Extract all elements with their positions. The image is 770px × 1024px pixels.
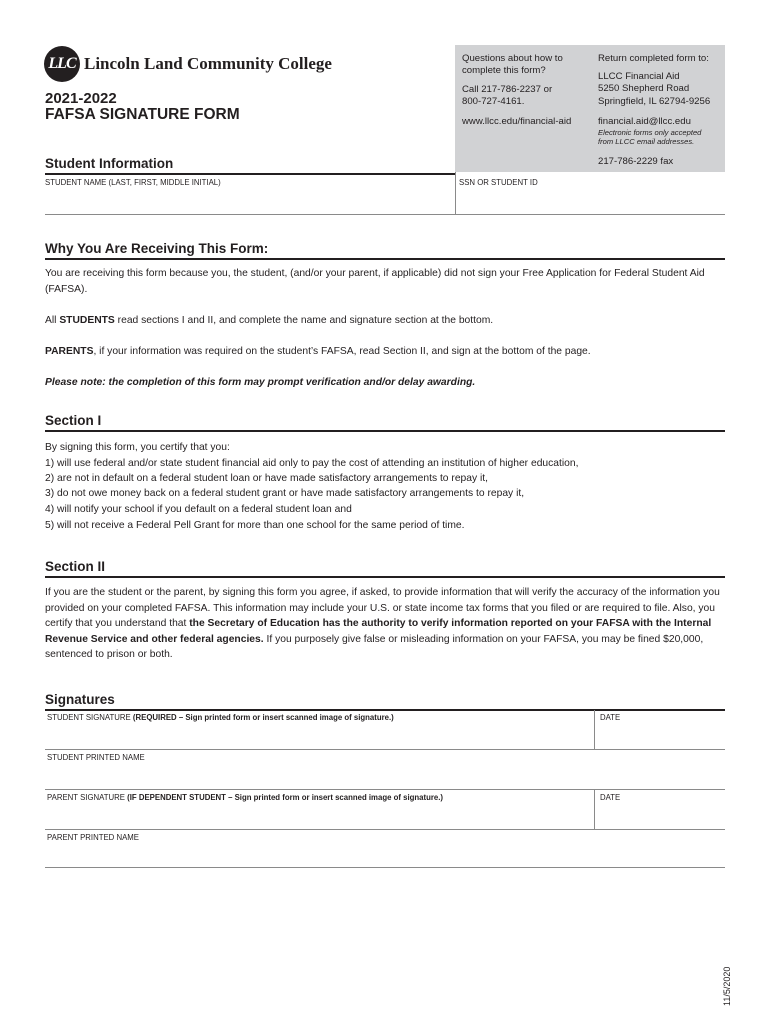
revision-date: 11/5/2020 — [722, 966, 732, 1006]
parent-signature-label-text: PARENT SIGNATURE — [47, 793, 128, 802]
address-line-3: Springfield, IL 62794-9256 — [598, 96, 711, 107]
section-2-text-part-1: If you are the student or the parent, by signing this form you agree, if asked, to provide information that will verify the accuracy of the information you provided on your completed FAFSA. This information may include your U.S. or state income tax forms that you filed or are required to file. Also, you certify that you understand that — [45, 587, 720, 629]
student-signature-note: (REQUIRED – Sign printed form or insert scanned image of signature.) — [132, 713, 394, 722]
section-1-item: 4) will notify your school if you default on a federal student loan and — [45, 504, 352, 515]
address-line-2: 5250 Shepherd Road — [598, 83, 690, 94]
college-logo-icon: LLC — [44, 46, 80, 82]
phone-line-2: 800-727-4161. — [462, 96, 525, 107]
parent-printed-name-label: PARENT PRINTED NAME — [47, 833, 139, 842]
section-2-text — [45, 585, 730, 663]
email-link[interactable]: financial.aid@llcc.edu — [598, 116, 691, 127]
parent-date-label: DATE — [600, 793, 621, 802]
section-2-text-bold: the Secretary of Education has the authority to verify information reported on your FAFSA with the Internal Revenue Service and other federal agencies. — [45, 618, 712, 645]
section-1-item: 2) are not in default on a federal student loan or have made satisfactory arrangements to repay it, — [45, 473, 489, 484]
website-link[interactable]: www.llcc.edu/financial-aid — [462, 116, 572, 127]
row-rule — [45, 829, 725, 830]
row-rule — [45, 789, 725, 790]
student-printed-name-label: STUDENT PRINTED NAME — [47, 753, 145, 762]
section-2-text-part-2: If you purposely give false or misleading information on your FAFSA, you may be fined $20,000, sentenced to prison or both. — [45, 633, 704, 660]
para3-rest: , if your information was required on the student’s FAFSA, read Section II, and sign at the bottom of the page. — [93, 346, 591, 357]
why-paragraph-1: You are receiving this form because you, the student, (and/or your parent, if applicable) did not sign your Free Application for Federal Student Aid (FAFSA). — [45, 268, 705, 295]
contact-info-box — [455, 45, 725, 172]
student-info-bottom-rule — [45, 214, 725, 215]
student-date-field[interactable] — [595, 711, 725, 749]
email-note-2: from LLCC email addresses. — [598, 137, 695, 146]
student-printed-name-field[interactable] — [45, 751, 725, 789]
row-rule — [45, 867, 725, 868]
parent-signature-field[interactable] — [45, 791, 593, 829]
student-info-rule — [45, 173, 455, 175]
email-note-1: Electronic forms only accepted — [598, 128, 702, 137]
why-heading: Why You Are Receiving This Form: — [45, 241, 725, 260]
fax-number: 217-786-2229 fax — [598, 156, 674, 167]
para2-bold: STUDENTS — [59, 315, 115, 326]
form-year: 2021-2022 — [45, 90, 117, 107]
phone-line-1: Call 217-786-2237 or — [462, 84, 553, 95]
para2-prefix: All — [45, 315, 60, 326]
student-id-label: SSN OR STUDENT ID — [459, 178, 538, 187]
student-date-label: DATE — [600, 713, 621, 722]
section-1-item: 3) do not owe money back on a federal student grant or have made satisfactory arrangements to repay it, — [45, 488, 525, 499]
signatures-heading: Signatures — [45, 692, 115, 707]
student-name-label: STUDENT NAME (LAST, FIRST, MIDDLE INITIAL) — [45, 178, 221, 187]
why-paragraph-3 — [45, 344, 730, 360]
section-1-intro: By signing this form, you certify that you: — [45, 442, 230, 453]
return-heading: Return completed form to: — [598, 53, 709, 64]
section-1-item: 1) will use federal and/or state student financial aid only to pay the cost of attending an institution of higher education, — [45, 458, 579, 469]
questions-line-2: complete this form? — [462, 65, 546, 76]
student-info-heading: Student Information — [45, 156, 174, 171]
para3-bold: PARENTS — [45, 346, 94, 357]
student-name-field[interactable] — [45, 176, 455, 214]
questions-line-1: Questions about how to — [462, 53, 563, 64]
para2-rest: read sections I and II, and complete the name and signature section at the bottom. — [114, 315, 494, 326]
parent-date-field[interactable] — [595, 791, 725, 829]
student-signature-label-text: STUDENT SIGNATURE — [47, 713, 133, 722]
college-name: Lincoln Land Community College — [84, 54, 332, 73]
parent-signature-note: (IF DEPENDENT STUDENT – Sign printed form or insert scanned image of signature.) — [127, 793, 443, 802]
why-paragraph-2 — [45, 313, 730, 329]
row-rule — [45, 749, 725, 750]
address-line-1: LLCC Financial Aid — [598, 71, 680, 82]
section-1-item: 5) will not receive a Federal Pell Grant for more than one school for the same period of time. — [45, 520, 465, 531]
student-signature-field[interactable] — [45, 711, 593, 749]
verification-note: Please note: the completion of this form may prompt verification and/or delay awarding. — [45, 377, 476, 388]
student-id-field[interactable] — [456, 176, 725, 214]
section-1-heading: Section I — [45, 413, 725, 432]
section-2-heading: Section II — [45, 559, 725, 578]
parent-printed-name-field[interactable] — [45, 831, 725, 867]
page-title: FAFSA SIGNATURE FORM — [45, 106, 240, 123]
